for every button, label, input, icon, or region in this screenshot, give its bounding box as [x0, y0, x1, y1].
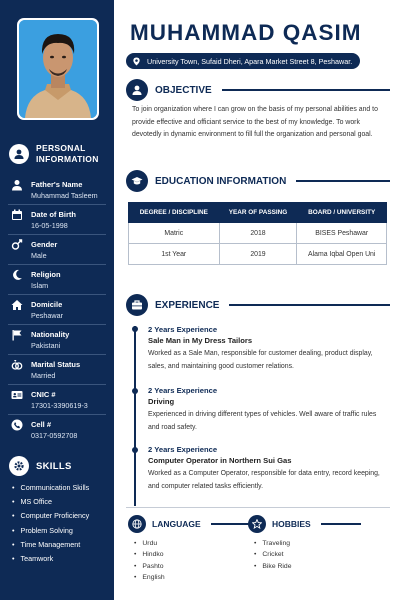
timeline-line	[134, 326, 136, 506]
table-cell: 2019	[219, 244, 297, 265]
column-header: YEAR OF PASSING	[219, 203, 297, 223]
education-title: EDUCATION INFORMATION	[155, 175, 287, 187]
section-divider-line	[296, 180, 390, 182]
info-label: Religion	[31, 270, 61, 279]
experience-item	[148, 325, 388, 373]
crescent-icon	[11, 269, 23, 281]
column-header: DEGREE / DISCIPLINE	[129, 203, 220, 223]
flag-icon	[11, 329, 23, 341]
experience-duration: 2 Years Experience	[148, 445, 218, 454]
info-value: 16-05-1998	[31, 221, 68, 230]
skills-list	[12, 482, 112, 567]
personal-info-list	[0, 175, 114, 445]
rings-icon	[11, 359, 23, 371]
table-row	[129, 223, 387, 244]
user-circle-icon	[126, 79, 148, 101]
hobbies-title: HOBBIES	[272, 519, 311, 529]
education-heading	[126, 170, 390, 192]
info-label: CNIC #	[31, 390, 56, 399]
table-cell: 2018	[219, 223, 297, 244]
candidate-name: MUHAMMAD QASIM	[130, 20, 362, 45]
info-label: Cell #	[31, 420, 52, 429]
personal-info-title: PERSONAL INFORMATION	[36, 143, 99, 164]
info-item-religion	[8, 265, 106, 295]
profile-photo	[19, 20, 97, 118]
experience-heading	[126, 294, 390, 316]
info-item-gender	[8, 235, 106, 265]
info-label: Date of Birth	[31, 210, 76, 219]
section-divider-line	[211, 523, 251, 524]
experience-description: Worked as a Sale Man, responsible for customer dealing, product display, sales, and maintaining good customer relations.	[148, 350, 373, 370]
objective-text: To join organization where I can grow on the basis of my personal abilities and to provide effective and officiant service to the best of my knowledge. To work devotedly in dynamic environment to fill full the organization and personal goal.	[132, 106, 378, 139]
info-label: Marital Status	[31, 360, 81, 369]
column-header: BOARD / UNIVERSITY	[297, 203, 387, 223]
info-label: Gender	[31, 240, 58, 249]
table-cell: Matric	[129, 223, 220, 244]
skill-item: • Time Management	[12, 539, 112, 553]
sidebar	[0, 0, 114, 600]
table-cell: BISES Peshawar	[297, 223, 387, 244]
language-item: • Pashto	[134, 561, 165, 572]
info-label: Nationality	[31, 330, 70, 339]
table-cell: 1st Year	[129, 244, 220, 265]
timeline-dot	[132, 447, 138, 453]
hobby-item: • Bike Ride	[254, 561, 291, 572]
skill-item: • Communication Skills	[12, 482, 112, 496]
info-value: 17301-3390619-3	[31, 401, 88, 410]
hobby-item: • Cricket	[254, 549, 291, 560]
language-heading	[128, 515, 251, 533]
table-cell: Alama Iqbal Open Uni	[297, 244, 387, 265]
objective-title: OBJECTIVE	[155, 84, 212, 96]
section-divider-line	[229, 304, 390, 306]
experience-item	[148, 445, 388, 493]
section-divider-line	[321, 523, 361, 524]
language-list	[134, 538, 165, 583]
experience-item	[148, 386, 388, 434]
hobby-item: • Traveling	[254, 538, 291, 549]
experience-duration: 2 Years Experience	[148, 386, 218, 395]
address-text: University Town, Sufaid Dheri, Apara Market Street 8, Peshawar.	[147, 56, 353, 66]
table-row	[129, 244, 387, 265]
location-pin-icon	[132, 57, 141, 66]
info-value: Pakistani	[31, 341, 61, 350]
skills-title: SKILLS	[36, 460, 72, 472]
language-item: • Urdu	[134, 538, 165, 549]
info-item-father-name	[8, 175, 106, 205]
skills-heading	[9, 456, 72, 476]
id-card-icon	[11, 389, 23, 401]
hobbies-list	[254, 538, 291, 572]
experience-duration: 2 Years Experience	[148, 325, 218, 334]
briefcase-icon	[126, 294, 148, 316]
gear-icon	[9, 456, 29, 476]
skill-item: • Problem Solving	[12, 525, 112, 539]
table-header-row	[129, 203, 387, 223]
info-value: 0317-0592708	[31, 431, 78, 440]
gender-icon	[11, 239, 23, 251]
skill-item: • MS Office	[12, 496, 112, 510]
info-label: Domicile	[31, 300, 63, 309]
hobbies-heading	[248, 515, 361, 533]
info-item-cnic	[8, 385, 106, 415]
timeline-dot	[132, 326, 138, 332]
experience-description: Experienced in driving different types of vehicles. Well aware of traffic rules and road safety.	[148, 411, 377, 431]
info-value: Married	[31, 371, 56, 380]
language-item: • Hindko	[134, 549, 165, 560]
info-value: Peshawar	[31, 311, 63, 320]
experience-title: EXPERIENCE	[155, 299, 220, 311]
phone-icon	[11, 419, 23, 431]
experience-role: Driving	[148, 397, 175, 406]
language-title: LANGUAGE	[152, 519, 201, 529]
info-item-cell	[8, 415, 106, 445]
info-item-domicile	[8, 295, 106, 325]
user-icon	[11, 179, 23, 191]
info-value: Male	[31, 251, 47, 260]
globe-icon	[128, 515, 146, 533]
calendar-icon	[11, 209, 23, 221]
info-value: Islam	[31, 281, 49, 290]
home-icon	[11, 299, 23, 311]
main-content	[114, 0, 400, 600]
education-table	[128, 202, 387, 265]
experience-role: Sale Man in My Dress Tailors	[148, 336, 253, 345]
user-circle-icon	[9, 144, 29, 164]
address-pill	[126, 53, 360, 69]
experience-role: Computer Operator in Northern Sui Gas	[148, 456, 292, 465]
info-item-date-of-birth	[8, 205, 106, 235]
info-item-marital-status	[8, 355, 106, 385]
profile-photo-frame	[17, 18, 99, 120]
graduation-cap-icon	[126, 170, 148, 192]
personal-info-heading	[9, 143, 100, 165]
skill-item: • Computer Proficiency	[12, 510, 112, 524]
experience-description: Worked as a Computer Operator, responsible for data entry, record keeping, and computer related tasks efficiently.	[148, 470, 380, 490]
info-value: Muhammad Tasleem	[31, 191, 98, 200]
skill-item: • Teamwork	[12, 553, 112, 567]
objective-heading	[126, 79, 390, 101]
language-item: • English	[134, 572, 165, 583]
section-divider-line	[222, 89, 390, 91]
star-icon	[248, 515, 266, 533]
info-label: Father's Name	[31, 180, 83, 189]
timeline-dot	[132, 388, 138, 394]
bottom-divider	[126, 507, 390, 508]
info-item-nationality	[8, 325, 106, 355]
